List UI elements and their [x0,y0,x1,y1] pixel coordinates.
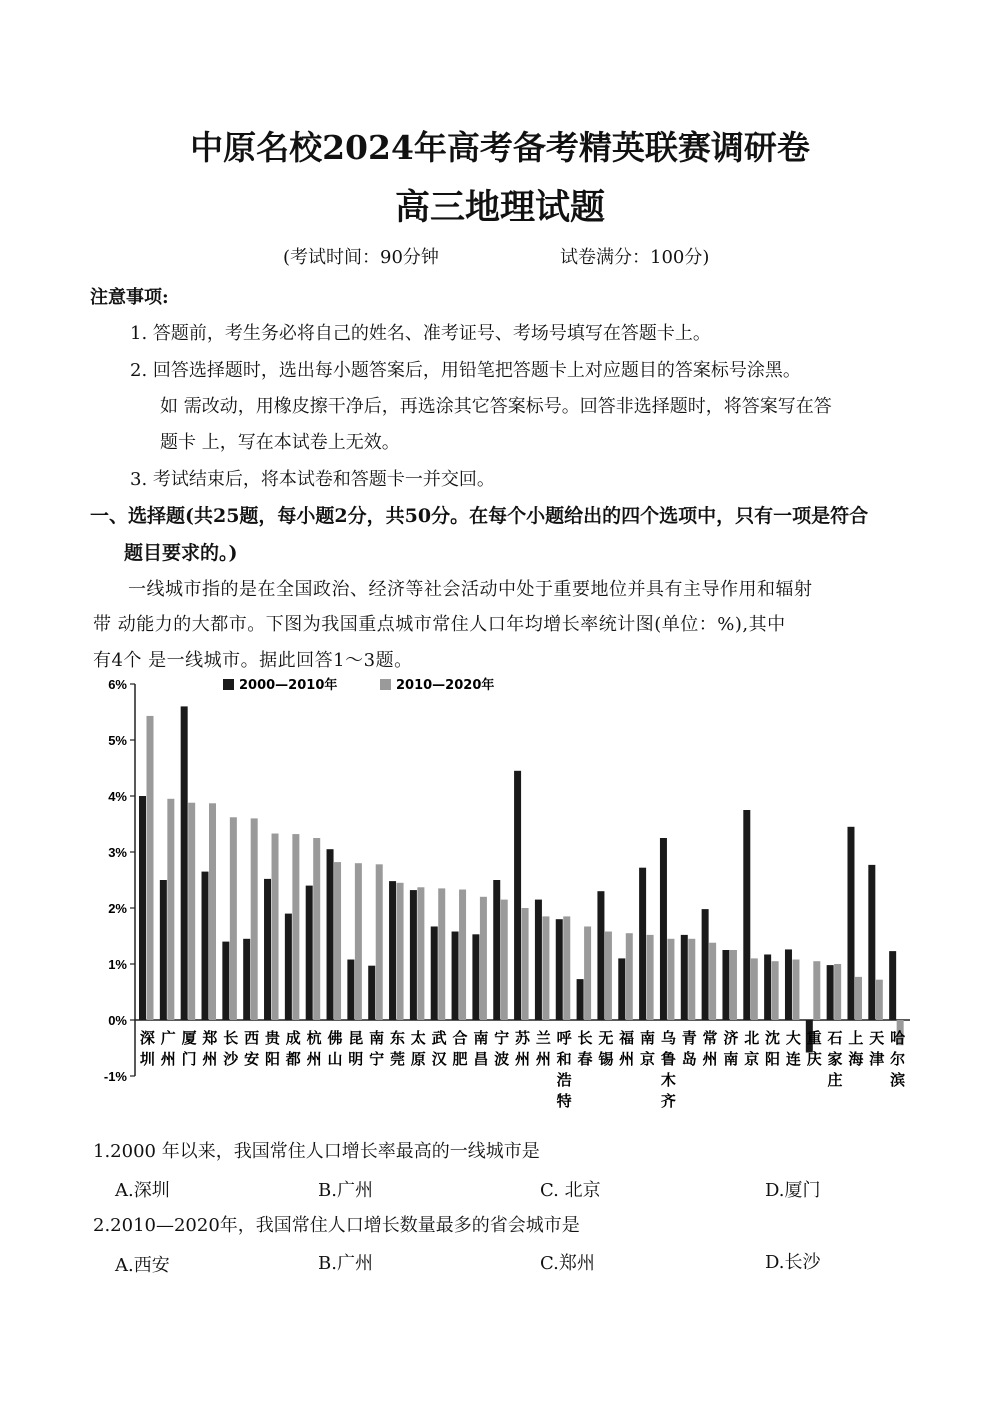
y-tick-label: 4% [108,789,127,804]
passage-line: 带 动能力的大都市。下图为我国重点城市常住人口年均增长率统计图(单位：%),其中 [93,614,786,635]
y-tick-label: -1% [103,1069,127,1084]
bar-2000-2010 [410,890,417,1020]
bar-2000-2010 [681,935,688,1020]
y-tick-label: 0% [108,1013,127,1028]
bar-2010-2020 [167,799,174,1020]
chart-category-labels [140,1029,905,1110]
passage-line: 有4个 是一线城市。据此回答1～3题。 [93,650,413,671]
bar-2000-2010 [764,954,771,1020]
legend-swatch [223,679,234,690]
exam-time: (考试时间：90分钟 [283,247,439,268]
bar-2010-2020 [605,932,612,1020]
bar-2000-2010 [702,909,709,1020]
bar-2000-2010 [306,886,313,1020]
bar-2000-2010 [347,960,354,1020]
bar-2000-2010 [493,880,500,1020]
category-label: 济南 [723,1029,739,1068]
bar-2000-2010 [597,891,604,1020]
bar-2000-2010 [618,958,625,1020]
category-label: 南昌 [473,1029,489,1068]
bar-2000-2010 [181,706,188,1020]
bar-2010-2020 [313,838,320,1020]
bar-2000-2010 [452,932,459,1020]
category-label: 青岛 [681,1029,697,1068]
bar-2010-2020 [563,916,570,1020]
bar-2000-2010 [327,849,334,1020]
bar-2000-2010 [827,965,834,1020]
category-label: 成都 [285,1029,301,1068]
category-label: 太原 [410,1029,426,1068]
bar-2000-2010 [847,827,854,1020]
bar-2010-2020 [647,935,654,1020]
q2-option-a: A.西安 [115,1255,170,1276]
bar-2010-2020 [813,961,820,1020]
bar-2010-2020 [272,834,279,1020]
category-label: 呼和浩特 [556,1029,572,1110]
category-label: 昆明 [348,1029,364,1068]
bar-2010-2020 [397,883,404,1020]
bar-2010-2020 [772,961,779,1020]
category-label: 深圳 [139,1029,155,1068]
y-tick-label: 2% [108,901,127,916]
question-2-stem: 2.2010—2020年，我国常住人口增长数量最多的省会城市是 [93,1215,580,1236]
legend-swatch [380,679,391,690]
section-heading: 一、选择题(共25题，每小题2分，共50分。在每个小题给出的四个选项中，只有一项是符合 [90,505,869,527]
bar-2010-2020 [792,960,799,1020]
y-tick-label: 1% [108,957,127,972]
category-label: 天津 [869,1029,885,1068]
bar-2000-2010 [243,939,250,1020]
bar-2000-2010 [368,966,375,1020]
bar-2010-2020 [334,862,341,1020]
exam-series-title: 中原名校2024年高考备考精英联赛调研卷 [190,128,810,167]
bar-2010-2020 [480,897,487,1020]
category-label: 北京 [744,1029,760,1068]
bar-2010-2020 [584,926,591,1020]
q1-option-c: C. 北京 [540,1180,601,1201]
category-label: 广州 [160,1029,176,1068]
bar-2000-2010 [222,942,229,1020]
category-label: 合肥 [452,1029,468,1068]
chart-axes [104,677,910,1084]
category-label: 东莞 [389,1029,405,1068]
bar-2010-2020 [667,939,674,1020]
bar-2000-2010 [535,900,542,1020]
bar-2010-2020 [730,950,737,1020]
bar-2000-2010 [139,796,146,1020]
note-item: 3. 考试结束后，将本试卷和答题卡一并交回。 [130,469,495,490]
y-tick-label: 5% [108,733,127,748]
bar-2010-2020 [709,943,716,1020]
population-growth-chart [95,673,915,1123]
q2-option-b: B.广州 [318,1253,373,1274]
bar-2000-2010 [639,868,646,1020]
bar-2000-2010 [431,926,438,1020]
category-label: 重庆 [806,1029,822,1068]
category-label: 兰州 [535,1029,551,1068]
category-label: 贵阳 [264,1029,280,1068]
bar-2010-2020 [501,900,508,1020]
bar-2010-2020 [292,834,299,1020]
bar-2000-2010 [577,979,584,1020]
y-tick-label: 3% [108,845,127,860]
q2-option-c: C.郑州 [540,1253,595,1274]
bar-2010-2020 [751,958,758,1020]
bar-2000-2010 [202,872,209,1020]
note-item: 如 需改动，用橡皮擦干净后，再选涂其它答案标号。回答非选择题时，将答案写在答 [160,396,832,417]
bar-2010-2020 [376,864,383,1020]
category-label: 杭州 [306,1029,322,1068]
bar-2010-2020 [688,939,695,1020]
bar-2010-2020 [522,908,529,1020]
bar-2010-2020 [855,977,862,1020]
bar-2000-2010 [264,879,271,1020]
category-label: 沈阳 [765,1029,781,1068]
category-label: 南宁 [369,1029,385,1068]
category-label: 苏州 [514,1029,531,1068]
category-label: 南京 [640,1029,656,1068]
category-label: 常州 [702,1029,718,1068]
legend-label: 2010—2020年 [396,678,495,693]
q1-option-a: A.深圳 [115,1180,170,1201]
bar-2000-2010 [743,810,750,1020]
category-label: 武汉 [431,1029,447,1068]
bar-2010-2020 [626,933,633,1020]
category-label: 乌鲁木齐 [660,1029,676,1110]
bar-2000-2010 [660,838,667,1020]
passage-line: 一线城市指的是在全国政治、经济等社会活动中处于重要地位并具有主导作用和辐射 [128,579,813,600]
category-label: 宁波 [494,1029,510,1068]
bar-2000-2010 [722,950,729,1020]
category-label: 佛山 [327,1029,343,1068]
bar-2000-2010 [889,951,896,1020]
q1-option-d: D.厦门 [765,1180,821,1201]
chart-legend [223,677,494,693]
bar-2010-2020 [209,803,216,1020]
bar-2010-2020 [251,818,258,1020]
bar-2010-2020 [542,916,549,1020]
bar-2000-2010 [160,880,167,1020]
legend-label: 2000—2010年 [239,678,338,693]
bar-2010-2020 [147,716,154,1020]
q2-option-d: D.长沙 [765,1252,821,1273]
bar-2000-2010 [389,881,396,1020]
bar-2000-2010 [514,771,521,1020]
q1-option-b: B.广州 [318,1180,373,1201]
bar-2010-2020 [355,863,362,1020]
note-item: 1. 答题前，考生务必将自己的姓名、准考证号、考场号填写在答题卡上。 [130,323,711,344]
subject-title: 高三地理试题 [394,187,605,228]
category-label: 石家庄 [827,1029,843,1089]
bar-2000-2010 [472,934,479,1020]
bar-2010-2020 [876,980,883,1020]
section-heading-cont: 题目要求的。) [124,542,238,564]
category-label: 上海 [848,1029,864,1068]
category-label: 福州 [619,1029,635,1068]
chart-bars [139,706,904,1052]
category-label: 长春 [577,1029,593,1068]
bar-2000-2010 [868,865,875,1020]
full-score: 试卷满分：100分) [560,247,710,268]
category-label: 长沙 [223,1029,239,1068]
notes-heading: 注意事项: [90,287,169,308]
note-item: 2. 回答选择题时，选出每小题答案后，用铅笔把答题卡上对应题目的答案标号涂黑。 [130,360,801,381]
bar-2000-2010 [556,919,563,1020]
bar-2010-2020 [188,803,195,1020]
category-label: 郑州 [202,1029,218,1068]
category-label: 大连 [785,1029,801,1068]
bar-2000-2010 [785,949,792,1020]
bar-2000-2010 [285,914,292,1020]
bar-2010-2020 [834,964,841,1020]
question-1-stem: 1.2000 年以来，我国常住人口增长率最高的一线城市是 [93,1141,540,1162]
category-label: 哈尔滨 [890,1029,906,1089]
y-tick-label: 6% [108,677,127,692]
category-label: 西安 [244,1029,260,1068]
category-label: 厦门 [181,1029,197,1068]
bar-2010-2020 [230,817,237,1020]
bar-2010-2020 [438,888,445,1020]
category-label: 无锡 [598,1029,614,1068]
bar-2010-2020 [417,887,424,1020]
note-item: 题卡 上，写在本试卷上无效。 [160,432,400,453]
bar-2010-2020 [459,890,466,1020]
